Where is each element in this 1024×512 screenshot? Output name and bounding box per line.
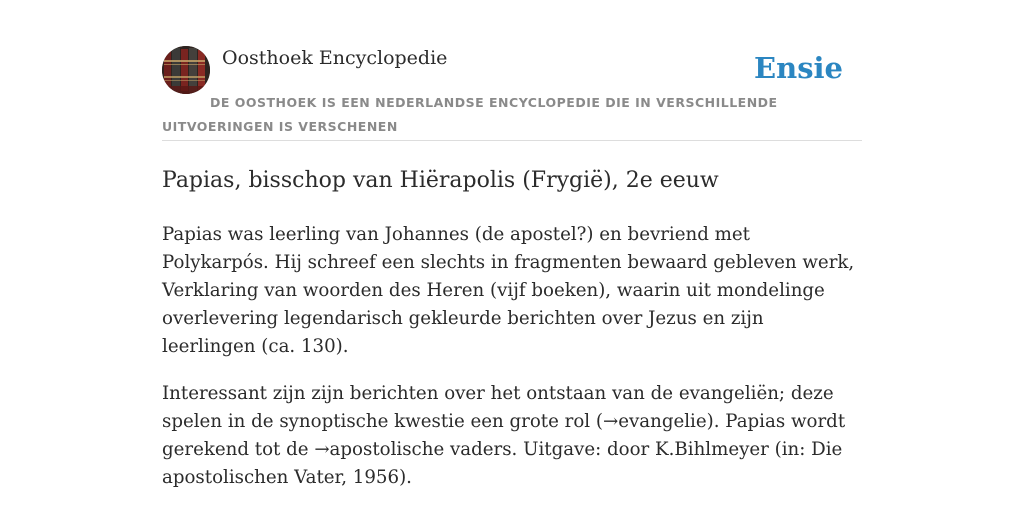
entry-paragraph-2: Interessant zijn zijn berichten over het ontstaan van de evangeliën; deze spelen in de synoptische kwestie een grote rol (→evangelie). Papias wordt gerekend tot de →apostolische vaders. Uitgave: door K.Bihlmeyer (in: Die apostolischen Vater, 1956). bbox=[162, 383, 846, 488]
site-header bbox=[162, 46, 862, 141]
entry-paragraph-1: Papias was leerling van Johannes (de apostel?) en bevriend met Polykarpós. Hij schreef een slechts in fragmenten bewaard gebleven werk, Verklaring van woorden des Heren (vijf boeken), waarin uit mondelinge overlevering legendarisch gekleurde berichten over Jezus en zijn leerlingen (ca. 130). bbox=[162, 224, 855, 357]
entry-title: Papias, bisschop van Hiërapolis (Frygië), 2e eeuw bbox=[162, 168, 719, 193]
books-icon[interactable] bbox=[162, 46, 210, 94]
site-tagline: DE OOSTHOEK IS EEN NEDERLANDSE ENCYCLOPEDIE DIE IN VERSCHILLENDE UITVOERINGEN IS VERSCHENEN bbox=[162, 95, 778, 134]
entry-card bbox=[162, 46, 862, 492]
site-title[interactable]: Oosthoek Encyclopedie bbox=[222, 47, 448, 69]
books-image bbox=[162, 46, 210, 94]
brand-logo[interactable]: Ensie bbox=[754, 51, 843, 85]
